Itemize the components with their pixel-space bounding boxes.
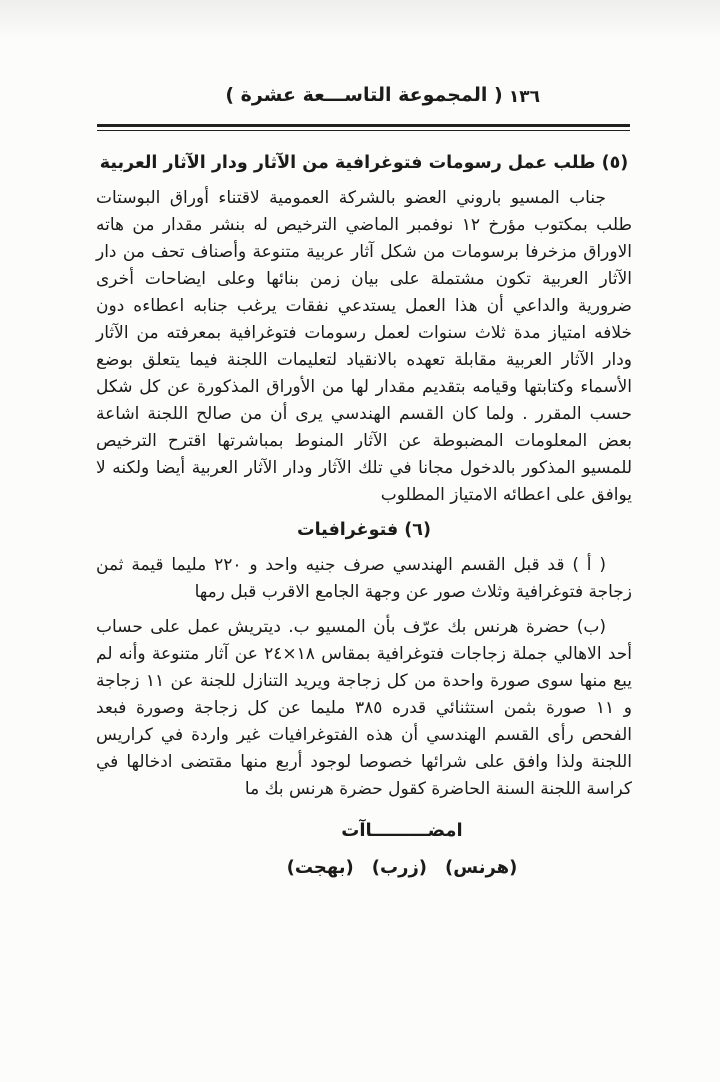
page-number: ١٣٦ xyxy=(508,87,540,107)
section-5-heading: (٥) طلب عمل رسومات فتوغرافية من الآثار ودار الآثار العربية xyxy=(99,153,629,173)
header-title: ( المجموعة التاســـعة عشرة ) xyxy=(225,84,503,106)
signature-name-3: (بهجت) xyxy=(286,857,354,878)
signatures-line xyxy=(267,854,537,881)
page-header xyxy=(96,84,632,116)
header-divider xyxy=(97,124,630,131)
signature-name-1: (هرنس) xyxy=(445,857,518,878)
paragraph-item-a: ( أ ) قد قبل القسم الهندسي صرف جنيه واحد و ٢٢٠ مليما قيمة ثمن زجاجة فتوغرافية وثلاث صور عن وجهة الجامع الاقرب قبل رمها xyxy=(96,555,632,602)
signatures-label: امضـــــــــاآت xyxy=(341,820,463,841)
section-6-heading: (٦) فتوغرافيات xyxy=(297,520,431,540)
paragraph-section-5: جناب المسيو باروني العضو بالشركة العمومية لاقتناء أوراق البوستات طلب بمكتوب مؤرخ ١٢ نوفمبر الماضي الترخيص له بنشر مقدار من هاته الاوراق مزخرفا برسومات من شكل آثار عربية متنوعة وأصناف تحف من دار الآثار العربية تكون مشتملة على بيان زمن بنائها وعلى ايضاحات أخرى ضرورية والداعي أن هذا العمل يستدعي نفقات يرغب جنابه اعطاءه دون خلافه امتياز مدة ثلاث سنوات لعمل رسومات فتوغرافية بمعرفته من الآثار ودار الآثار العربية مقابلة تعهده بالانقياد لتعليمات اللجنة فيما يتعلق بوضع الأسماء وكتابتها وقيامه بتقديم مقدار لها من الأوراق المذكورة عن كل شكل حسب المقرر . ولما كان القسم الهندسي يرى أن من صالح اللجنة اشاعة بعض المعلومات المضبوطة عن الآثار المنوط بمباشرتها اقترح الترخيص للمسيو المذكور بالدخول مجانا في تلك الآثار ودار الآثار العربية أيضا ولكنه لا يوافق على اعطائه الامتياز المطلوب xyxy=(96,188,632,505)
paragraph-item-b: (ب) حضرة هرنس بك عرّف بأن المسيو ب. ديتريش عمل على حساب أحد الاهالي جملة زجاجات فتوغرافية بمقاس ١٨×٢٤ عن آثار متنوعة وأنه لم يبع منها سوى صورة واحدة من كل زجاجة ويريد التنازل للجنة عن ١١ زجاجة و ١١ صورة بثمن استثنائي قدره ٣٨٥ مليما عن كل زجاجة وصورة فبعد الفحص رأى القسم الهندسي أن هذه الفتوغرافيات غير واردة في كراريس اللجنة ولذا وافق على شرائها خصوصا لوجود أربع منها مقتضى ادخالها في كراسة اللجنة السنة الحاضرة كقول حضرة هرنس بك ما xyxy=(96,617,633,799)
signature-name-2: (زرب) xyxy=(371,857,428,878)
signature-block xyxy=(267,817,537,881)
page-content xyxy=(96,146,632,881)
